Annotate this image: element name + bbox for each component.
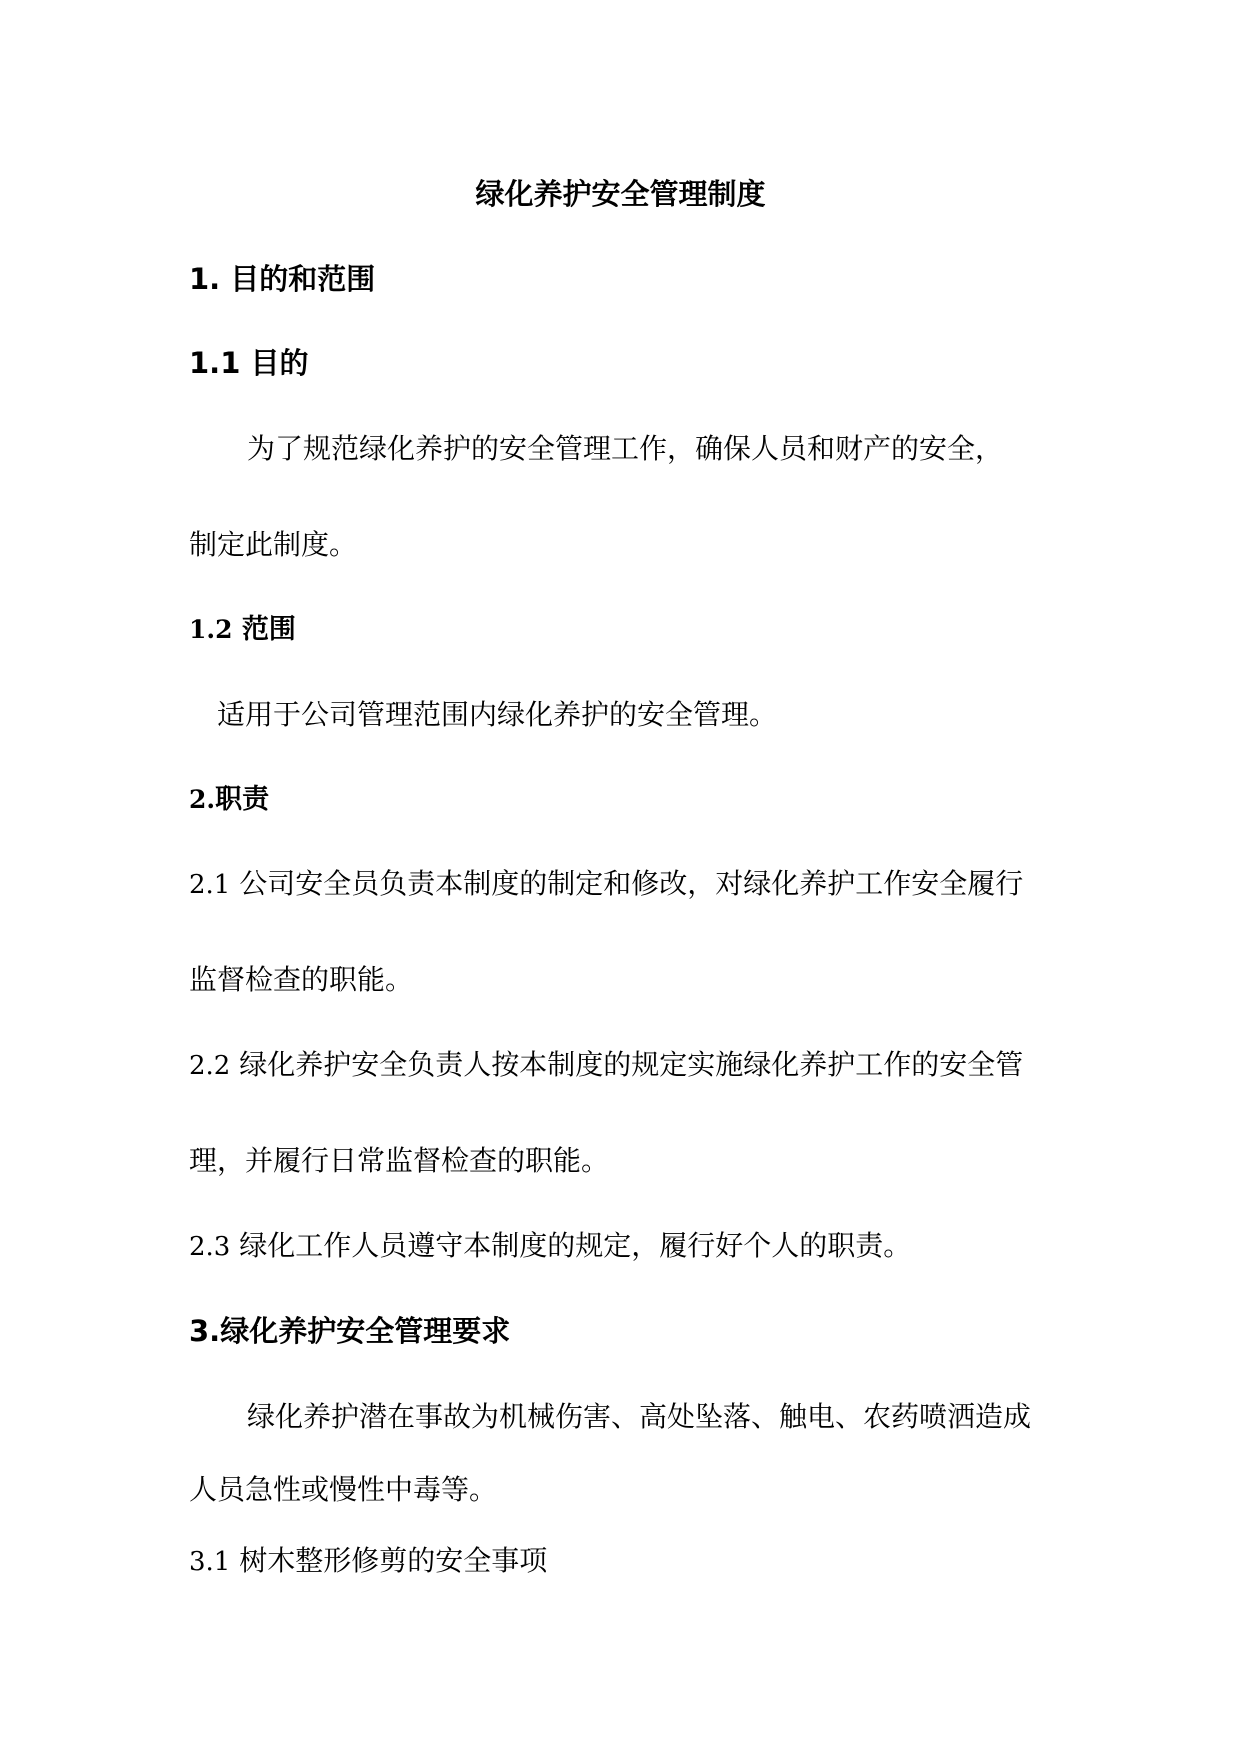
section-1-1-paragraph-line-2: 制定此制度。 [189, 528, 358, 561]
document-title: 绿化养护安全管理制度 [475, 177, 766, 211]
item-3-1-number: 3.1 [189, 1547, 231, 1577]
item-2-1-number: 2.1 [189, 870, 231, 900]
section-1-1-paragraph-line-1: 为了规范绿化养护的安全管理工作，确保人员和财产的安全， [247, 432, 1004, 465]
item-2-2-line-2: 理，并履行日常监督检查的职能。 [189, 1144, 610, 1177]
item-2-3-number: 2.3 [189, 1232, 231, 1262]
section-1-2-label: 范围 [241, 614, 296, 645]
section-2-label: 职责 [215, 784, 270, 815]
item-2-2-line-1 [189, 1047, 1023, 1084]
section-1-2-heading [189, 612, 296, 648]
item-2-2-text: 绿化养护安全负责人按本制度的规定实施绿化养护工作的安全管 [239, 1048, 1024, 1081]
item-2-1-line-2: 监督检查的职能。 [189, 963, 414, 996]
item-2-2-number: 2.2 [189, 1051, 231, 1081]
item-3-1 [189, 1543, 547, 1580]
section-3-intro-line-2: 人员急性或慢性中毒等。 [189, 1473, 498, 1506]
section-3-heading: 3.绿化养护安全管理要求 [189, 1314, 511, 1348]
item-2-3-text: 绿化工作人员遵守本制度的规定，履行好个人的职责。 [239, 1229, 912, 1262]
section-1-2-paragraph: 适用于公司管理范围内绿化养护的安全管理。 [217, 698, 778, 731]
section-1-heading: 1. 目的和范围 [189, 262, 376, 296]
item-3-1-text: 树木整形修剪的安全事项 [239, 1544, 548, 1577]
section-3-intro-line-1: 绿化养护潜在事故为机械伤害、高处坠落、触电、农药喷洒造成 [247, 1400, 1032, 1433]
item-2-1-line-1 [189, 866, 1023, 903]
item-2-1-text: 公司安全员负责本制度的制定和修改，对绿化养护工作安全履行 [239, 867, 1024, 900]
item-2-3 [189, 1228, 911, 1265]
section-1-2-number: 1.2 [189, 615, 233, 644]
section-2-heading [189, 782, 269, 818]
section-2-number: 2. [189, 785, 216, 814]
section-1-1-heading: 1.1 目的 [189, 346, 309, 380]
